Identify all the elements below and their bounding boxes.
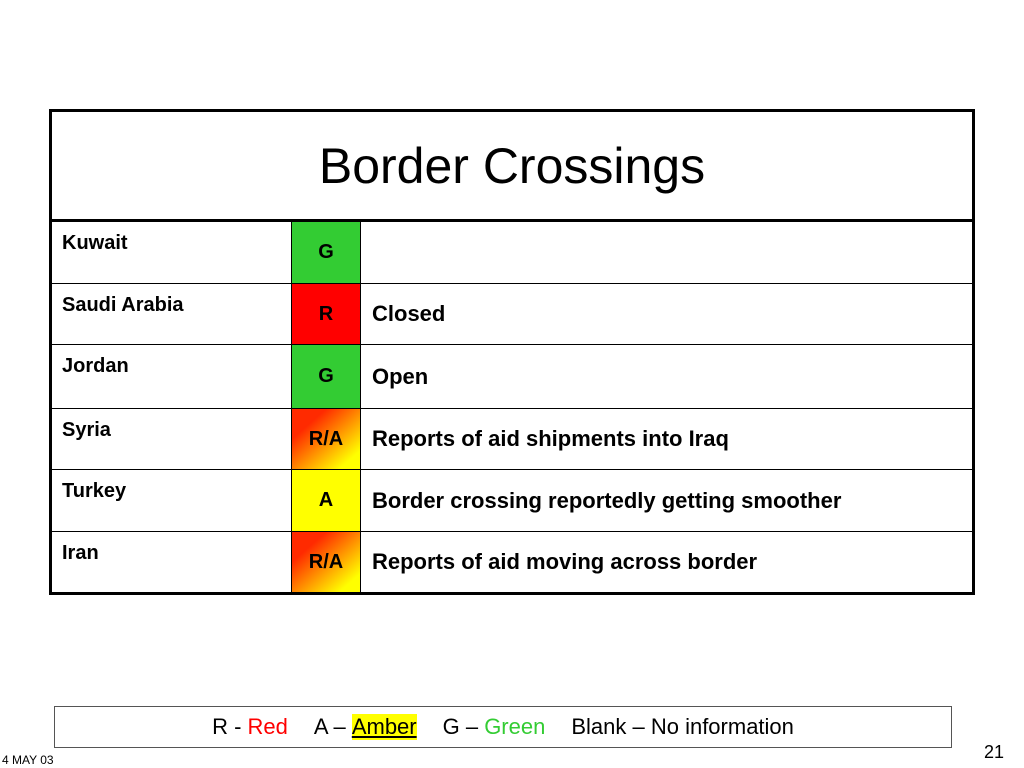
table-row [52,222,972,284]
country-cell: Jordan [62,355,129,377]
status-cell: G [291,345,361,408]
country-cell: Turkey [62,480,127,502]
legend-g-prefix: G – [442,714,485,739]
legend-a-prefix: A – [313,714,352,739]
status-cell: R/A [291,532,361,592]
note-cell: Border crossing reportedly getting smoother [372,487,842,513]
table-title: Border Crossings [52,112,972,222]
country-cell: Syria [62,419,111,441]
page-number: 21 [983,742,1004,762]
slide-date: 4 MAY 03 [2,753,54,767]
legend-red-label: Red [247,714,288,739]
status-legend [54,706,952,748]
status-cell: A [291,470,361,531]
country-cell: Iran [62,542,99,564]
legend-blank-text: Blank – No information [571,714,794,739]
table-row [52,345,972,409]
note-cell: Closed [372,301,446,326]
status-cell: R/A [291,409,361,469]
country-cell: Saudi Arabia [62,294,184,316]
border-crossings-table [49,109,975,595]
note-cell: Reports of aid moving across border [372,549,758,574]
table-row [52,532,972,592]
table-body [52,222,972,592]
legend-green-label: Green [484,714,546,739]
status-cell: R [291,284,361,344]
status-cell: G [291,222,361,283]
legend-r-prefix: R - [212,714,248,739]
table-row [52,470,972,532]
note-cell: Open [372,363,429,389]
country-cell: Kuwait [62,232,128,254]
table-row [52,284,972,345]
legend-amber-label: Amber [351,714,417,739]
table-row [52,409,972,470]
note-cell: Reports of aid shipments into Iraq [372,426,729,451]
